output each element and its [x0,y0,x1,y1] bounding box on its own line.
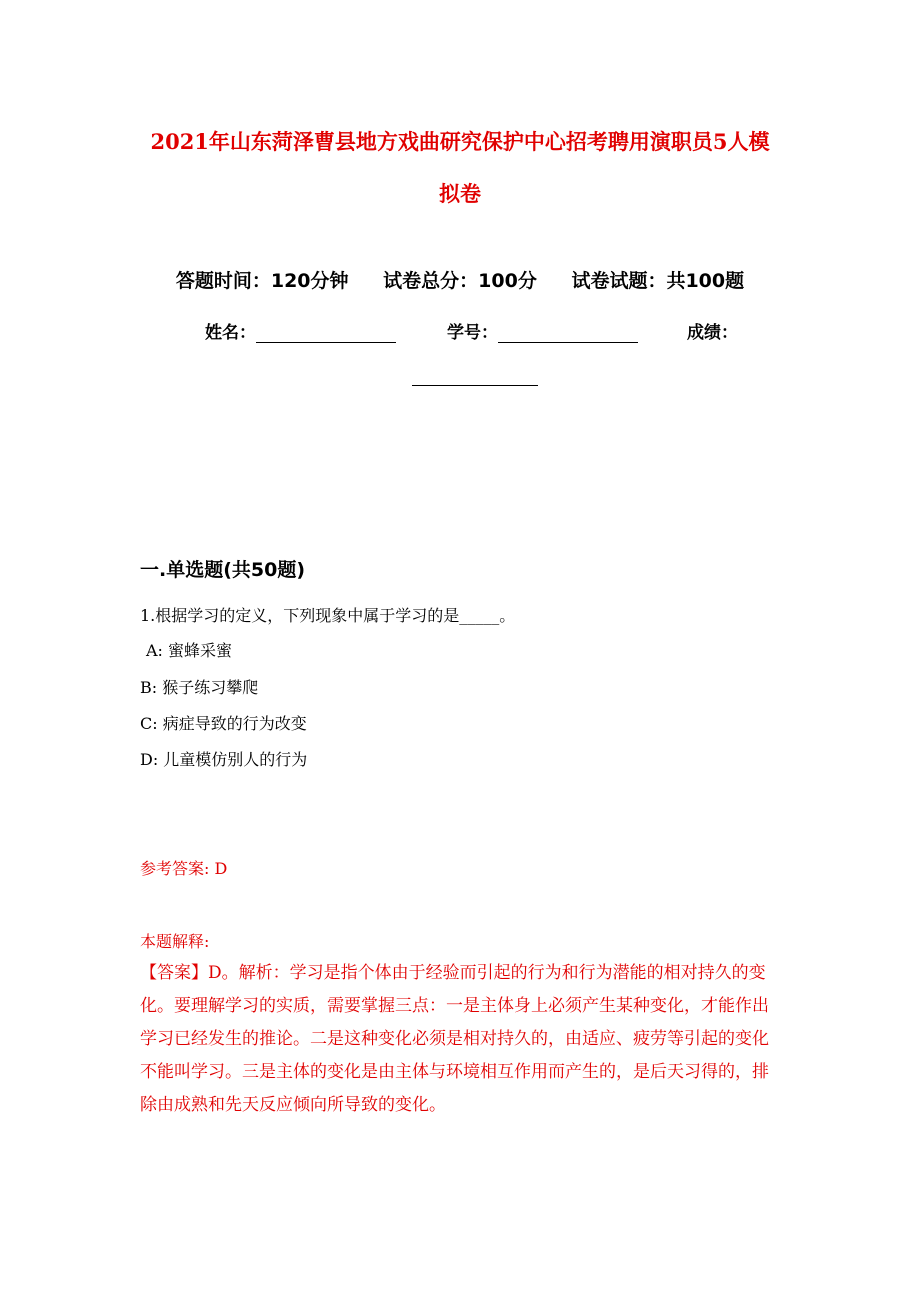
exam-title: 2021年山东菏泽曹县地方戏曲研究保护中心招考聘用演职员5人模拟卷 [150,129,770,206]
explanation-label: 本题解释: [140,932,210,951]
score-blank-row [412,366,538,386]
name-label: 姓名： [205,323,256,343]
name-field [205,318,396,343]
exam-total-score: 试卷总分：100分 [383,270,537,292]
option-d[interactable]: D: 儿童模仿别人的行为 [140,750,308,769]
exam-meta [140,266,780,293]
student-id-label: 学号： [447,323,498,343]
reference-answer: 参考答案: D [140,859,228,878]
exam-time: 答题时间：120分钟 [175,270,349,292]
option-c[interactable]: C: 病症导致的行为改变 [140,714,307,733]
name-blank[interactable] [256,324,396,343]
question-stem: 1.根据学习的定义，下列现象中属于学习的是_____。 [140,606,516,625]
option-a[interactable]: A: 蜜蜂采蜜 [146,641,233,660]
score-blank[interactable] [412,367,538,386]
score-label: 成绩： [687,323,738,343]
exam-question-count: 试卷试题：共100题 [571,270,745,292]
score-field [687,318,738,343]
student-id-field [447,318,638,343]
option-b[interactable]: B: 猴子练习攀爬 [140,678,259,697]
student-id-blank[interactable] [498,324,638,343]
explanation-text: 【答案】D。解析：学习是指个体由于经验而引起的行为和行为潜能的相对持久的变化。要理解学习的实质，需要掌握三点：一是主体身上必须产生某种变化，才能作出学习已经发生的推论。二是这种变化必须是相对持久的，由适应、疲劳等引起的变化不能叫学习。三是主体的变化是由主体与环境相互作用而产生的，是后天习得的，排除由成熟和先天反应倾向所导致的变化。 [140,963,769,1115]
section-title: 一.单选题(共50题) [140,559,306,581]
